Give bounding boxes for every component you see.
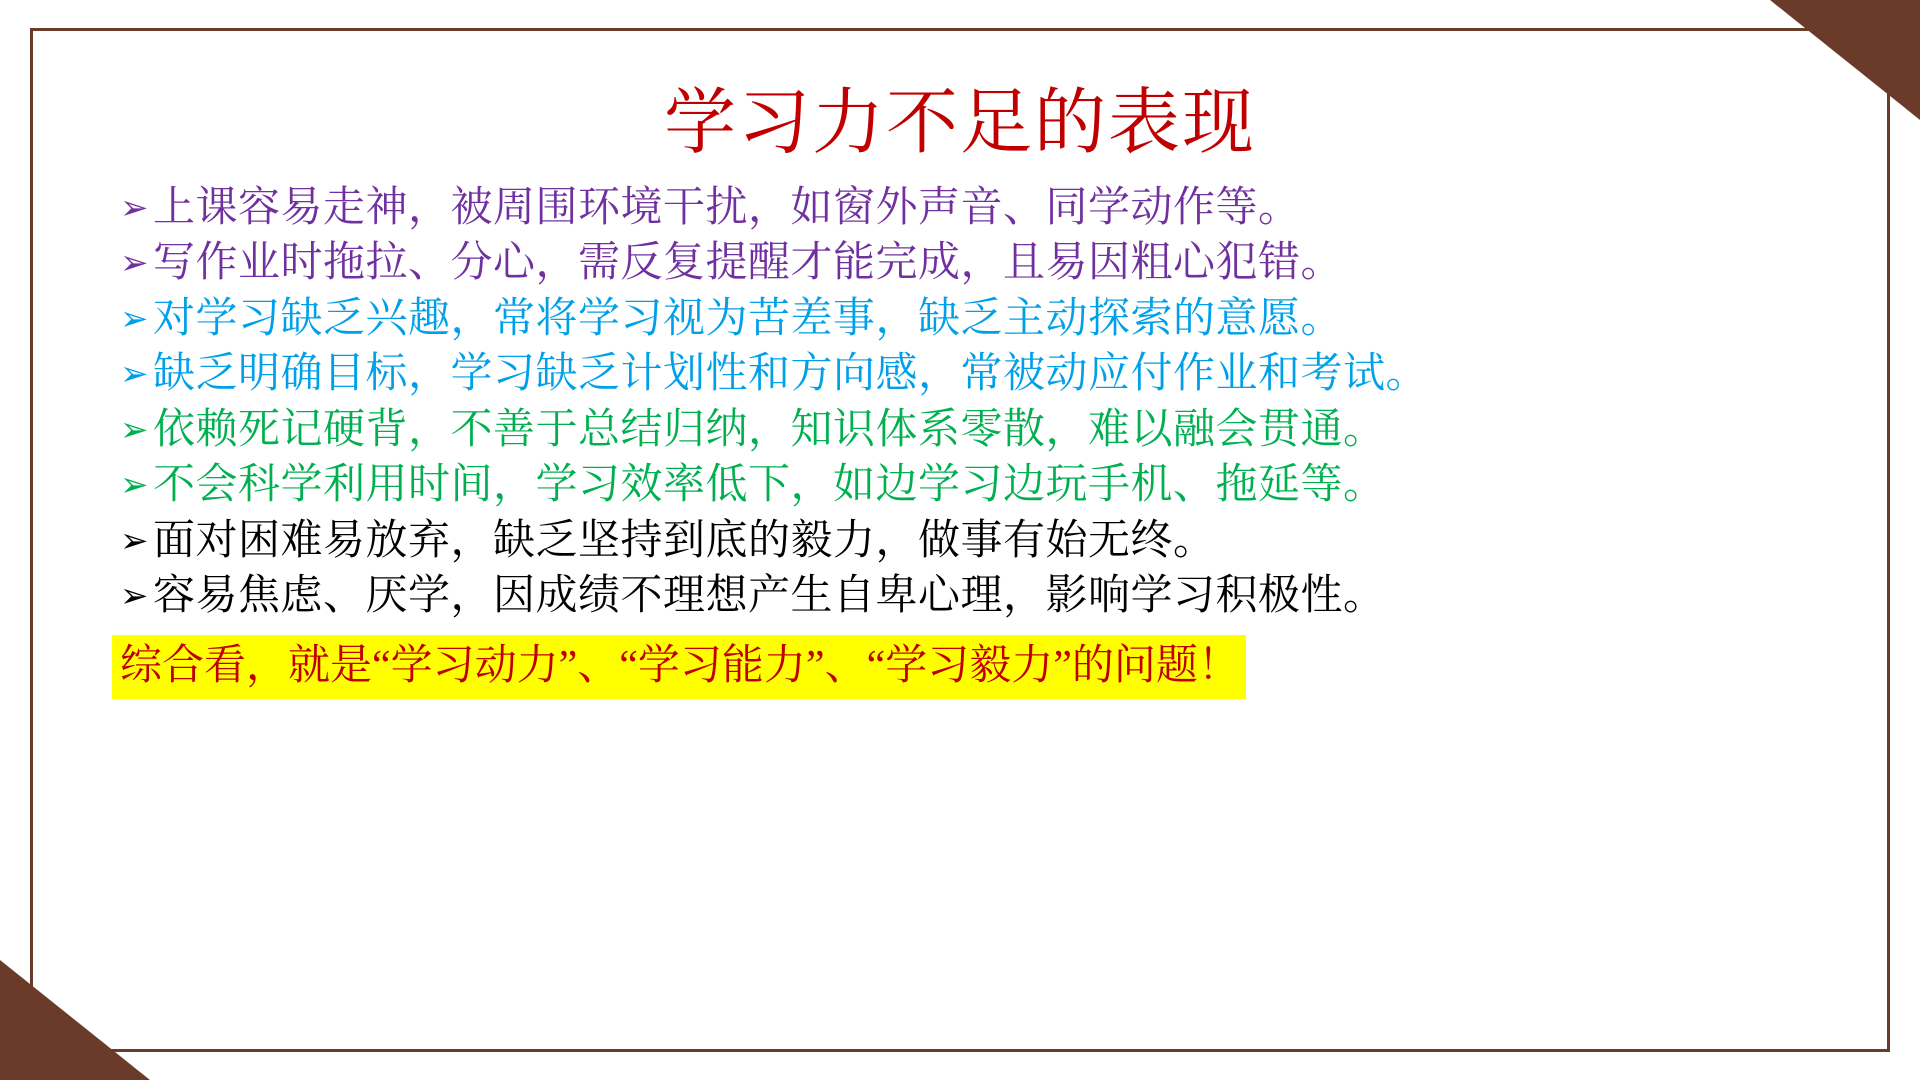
bullet-arrow-icon: ➢ [120, 356, 149, 394]
bullet-arrow-icon: ➢ [120, 300, 149, 338]
list-item [120, 569, 1840, 624]
bullet-list [60, 181, 1860, 625]
list-item [120, 458, 1840, 513]
bullet-arrow-icon: ➢ [120, 467, 149, 505]
bullet-arrow-icon: ➢ [120, 578, 149, 616]
bullet-arrow-icon: ➢ [120, 190, 149, 227]
bullet-arrow-icon: ➢ [120, 522, 149, 560]
bullet-arrow-icon: ➢ [120, 245, 149, 283]
list-item-label: 依赖死记硬背，不善于总结归纳，知识体系零散，难以融会贯通。 [153, 406, 1386, 453]
list-item [120, 347, 1840, 402]
list-item-label: 对学习缺乏兴趣，常将学习视为苦差事，缺乏主动探索的意愿。 [153, 295, 1344, 342]
slide-content [60, 55, 1860, 1025]
list-item-label: 面对困难易放弃，缺乏坚持到底的毅力，做事有始无终。 [153, 517, 1216, 564]
list-item [120, 292, 1840, 347]
list-item [120, 403, 1840, 458]
list-item-label: 上课容易走神，被周围环境干扰，如窗外声音、同学动作等。 [153, 185, 1301, 231]
summary-highlight: 综合看，就是“学习动力”、“学习能力”、“学习毅力”的问题！ [112, 635, 1246, 700]
list-item-label: 写作业时拖拉、分心，需反复提醒才能完成，且易因粗心犯错。 [153, 240, 1344, 287]
list-item-label: 缺乏明确目标，学习缺乏计划性和方向感，常被动应付作业和考试。 [153, 351, 1429, 398]
list-item [120, 181, 1840, 236]
slide-title: 学习力不足的表现 [663, 83, 1256, 163]
bullet-arrow-icon: ➢ [120, 411, 149, 449]
list-item-label: 容易焦虑、厌学，因成绩不理想产生自卑心理，影响学习积极性。 [153, 573, 1386, 620]
list-item [120, 514, 1840, 569]
list-item-label: 不会科学利用时间，学习效率低下，如边学习边玩手机、拖延等。 [153, 462, 1386, 509]
list-item [120, 236, 1840, 291]
